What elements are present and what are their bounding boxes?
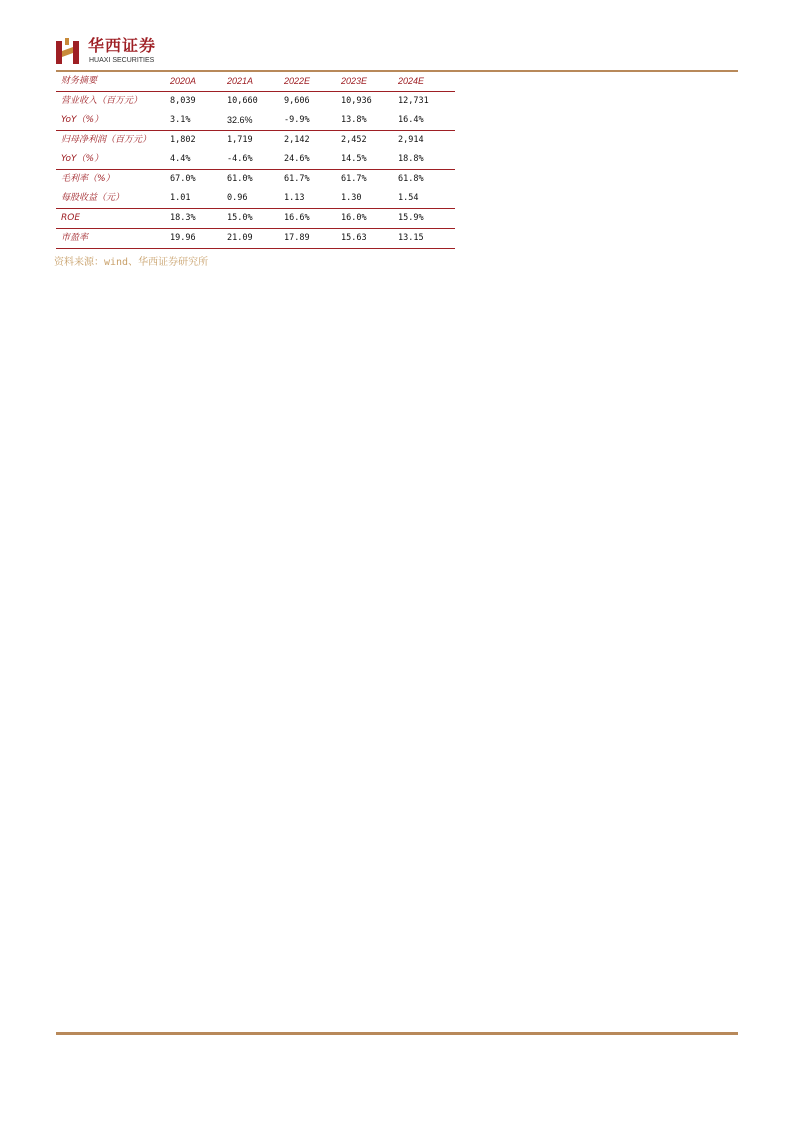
table-cell: 13.8% [341,111,398,131]
table-cell: -9.9% [284,111,341,131]
row-label: 市盈率 [56,229,170,249]
table-cell: 0.96 [227,189,284,209]
row-label: ROE [56,209,170,229]
table-cell: 15.9% [398,209,455,229]
header-year: 2022E [284,72,341,92]
table-cell: 1,719 [227,135,253,145]
table-cell: 19.96 [170,229,227,249]
financial-summary-table [56,72,455,249]
company-logo [54,37,174,67]
table-cell: 16.0% [341,209,398,229]
table-cell: 4.4% [170,150,227,170]
table-cell: 1.30 [341,189,398,209]
table-cell: 1.13 [284,189,341,209]
table-cell: 61.7% [341,174,367,184]
table-cell: 2,142 [284,135,310,145]
table-cell: 61.0% [227,174,253,184]
table-cell: 18.8% [398,150,455,170]
row-label: 营业收入（百万元） [61,96,143,106]
header-label: 财务摘要 [56,72,170,92]
row-label: YoY（%） [56,111,170,131]
footer-divider [56,1032,738,1035]
table-cell: 1.54 [398,189,455,209]
table-cell: 14.5% [341,150,398,170]
header-year: 2024E [398,72,455,92]
huaxi-logo-icon [54,38,82,66]
table-row [56,170,455,190]
table-row [56,189,455,209]
header-year: 2023E [341,72,398,92]
table-cell: 15.0% [227,209,284,229]
row-label: 每股收益（元） [56,189,170,209]
logo-name-cn: 华西证券 [88,36,157,55]
row-label: YoY（%） [56,150,170,170]
table-cell: 13.15 [398,229,455,249]
table-cell: 2,452 [341,135,367,145]
table-cell: 2,914 [398,135,424,145]
table-row [56,150,455,170]
row-label: 毛利率（%） [61,174,115,184]
table-cell: 21.09 [227,229,284,249]
table-cell: 18.3% [170,209,227,229]
table-cell: 32.6% [227,111,284,131]
table-cell: 16.6% [284,209,341,229]
table-cell: 12,731 [398,96,429,106]
table-cell: 3.1% [170,111,227,131]
table-row [56,92,455,112]
table-cell: 61.7% [284,174,310,184]
table-cell: 15.63 [341,229,398,249]
table-cell: 24.6% [284,150,341,170]
header-year: 2020A [170,72,227,92]
logo-name-en: HUAXI SECURITIES [89,57,155,64]
table-cell: 16.4% [398,111,455,131]
header-year: 2021A [227,72,284,92]
table-cell: 61.8% [398,174,424,184]
table-row [56,131,455,151]
table-cell: 1.01 [170,189,227,209]
row-label: 归母净利润（百万元） [61,135,152,145]
table-row [56,209,455,229]
source-note: 资料来源：wind、华西证券研究所 [54,257,209,268]
table-cell: 10,660 [227,96,258,106]
table-row [56,111,455,131]
table-cell: 67.0% [170,174,196,184]
table-cell: 9,606 [284,96,310,106]
table-row [56,229,455,249]
table-cell: 10,936 [341,96,372,106]
table-cell: 1,802 [170,135,196,145]
table-header-row [56,72,455,92]
table-cell: 8,039 [170,96,196,106]
table-cell: -4.6% [227,150,284,170]
table-cell: 17.89 [284,229,341,249]
